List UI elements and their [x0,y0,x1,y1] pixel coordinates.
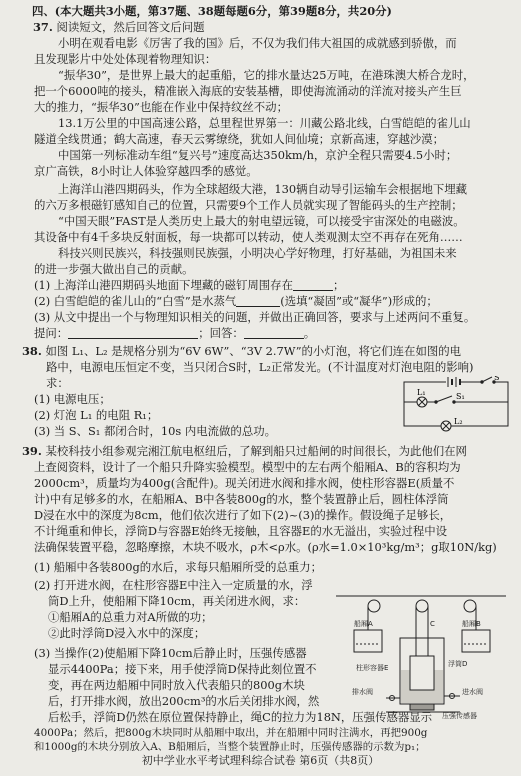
q37-line: 上海洋山港四期码头，作为全球超级大港，130辆自动导引运输车会根据地下埋藏 [58,182,468,196]
q39-sub3-line: 和1000g的木块分别放入A、B船厢后，当整个装置静止时，压强传感器的示数为p₁； [34,741,426,753]
q39-text: 某校科技小组参观完湘江航电枢纽后，了解到船只过船闸的时间很长，为此他们在网 [45,444,467,458]
inlet-valve-label: 进水阀 [462,688,483,696]
switch-s1-icon [435,396,508,403]
q37-line: 小明在观看电影《厉害了我的国》后，不仅为我们伟大祖国的成就感到骄傲，而 [58,36,457,50]
q37-line: 大的推力，“振华30”也能在作业中保持纹丝不动； [34,100,288,114]
q37-line: 把一个6000吨的接头，精准嵌入海底的安装基槽，即使海流涌动的洋流对接头产生巨 [34,84,462,98]
page-footer: 初中学业水平考试理科综合试卷 第6页（共8页） [141,754,380,767]
ship-b-box [462,630,490,652]
q39-sub3-line: 4000Pa；然后，把800g木块同时从船厢中取出，并在船厢中同时注满水，再把900g [34,727,428,739]
q37-line: 隧道全线贯通；鹤大高速，春天云雾缭绕，犹如人间仙境；京新高速，穿越沙漠； [34,132,445,146]
s-label: S [494,376,500,382]
answer-blank[interactable] [244,327,304,339]
q38-sub2: (2) 灯泡 L₁ 的电阻 R₁； [34,408,159,422]
q38-line [22,344,461,359]
q39-line: 计)中有足够多的水，在船厢A、B中各装800g的水，整个装置静止后，圆柱体浮筒 [34,492,449,506]
q39-line: 法确保装置平稳，忽略摩擦，木块不吸水，ρ木<ρ水。(ρ水=1.0×10³kg/m³；g取10N/kg) [34,540,497,554]
q38-line: 路中，电源电压恒定不变，当只闭合S时，L₂正常发光。(不计温度对灯泡电阻的影响) [46,360,474,374]
q37-line: 中国第一列标准动车组“复兴号”速度高达350km/h，京沪全程只需要4.5小时； [58,148,458,162]
q38-sub3: (3) 当 S、S₁ 都闭合时，10s 内电流做的总功。 [34,424,276,438]
ship-b-label: 船厢B [462,620,481,628]
ship-lift-apparatus-figure [326,590,516,720]
l2-label: L₂ [454,417,463,426]
q37-intro: 阅读短文，然后回答文后问题 [56,20,205,34]
q37-line: 13.1万公里的中国高速公路，总里程世界第一：川藏公路北线，白雪皑皑的雀儿山 [58,116,471,130]
pulley-right-icon [464,600,476,612]
outlet-valve-label: 排水阀 [352,688,373,696]
q39-sub3-line: (3) 当操作(2)使船厢下降10cm后静止时，压强传感器 [34,646,307,660]
q37-line: “中国天眼”FAST是人类历史上最大的射电望远镜，可以接受宇宙深处的电磁波。 [58,214,465,228]
q39-line: 2000cm³，质量均为400g(含配件)。现关闭进水阀和排水阀，使柱形容器E(质量不 [34,476,455,490]
q39-line [22,444,467,459]
q37-answer-label: ；回答： [198,326,244,340]
q37-line: 其设备中有4千多块反射面板，每一块都可以转动，使人类观测太空不再存在死角…… [34,230,463,244]
q39-number: 39. [22,444,42,458]
q37-sub1 [34,278,344,293]
q37-sub2-text: (2) 白雪皑皑的雀儿山的“白雪”是水蒸气 [34,294,237,308]
pulley-c-label: C [430,620,435,628]
pressure-sensor [410,704,434,710]
q39-sub1: (1) 船厢中各装800g的水后，求每只船厢所受的总重力； [34,560,322,574]
q39-sub2-line: 筒D上升，使船厢下降10cm，再关闭进水阀，求： [48,594,306,608]
q37-line: 京广高铁，8小时让人体验穿越四季的感觉。 [34,164,258,178]
circuit-diagram [396,376,514,432]
q39-line: 不计绳重和伸长，浮筒D与容器E始终无接触，且容器E的水无溢出，实验过程中设 [34,524,448,538]
q39-sub3-line: 变，再在两边船厢中同时放入代表船只的800g木块 [48,678,305,692]
q37-line: 的六万多根磁钉感知自己的位置，只需要9个工作人员就实现了智能码头的生产控制； [34,198,463,212]
pulley-mid-icon [416,600,428,612]
lamp-l1-icon [404,397,436,407]
q37-heading [33,20,205,35]
q37-number: 37. [33,20,53,34]
q38-number: 38. [22,344,42,358]
answer-blank[interactable] [68,327,198,339]
float-d-label: 浮筒D [448,660,468,668]
q37-sub2-tail: (选填“凝固”或“凝华”)形成的； [280,294,438,308]
section-header: 四、(本大题共3小题，第37题、38题每题6分，第39题8分，共20分) [32,4,392,18]
q37-ask-label: 提问： [34,326,69,340]
pulley-left-icon [368,600,380,612]
q39-sub2-line: (2) 打开进水阀，在柱形容器E中注入一定质量的水，浮 [34,578,313,592]
container-e-label: 柱形容器E [356,664,389,672]
q37-line: 且发现影片中处处体现着物理知识： [34,52,217,66]
float-d [410,656,434,690]
q37-sub1-tail: ； [332,278,345,292]
q37-line: 的进一步强大做出自己的贡献。 [34,262,194,276]
q37-sub1-text: (1) 上海洋山港四期码头地面下埋藏的磁钉周围存在 [34,278,293,292]
q37-line: “振华30”，是世界上最大的起重船，它的排水量达25万吨，在港珠澳大桥合龙时， [58,68,475,82]
lamp-l2-icon [441,421,451,431]
l1-label: L₁ [417,388,426,397]
q37-sub3: (3) 从文中提出一个与物理知识相关的问题，并做出正确回答，要求与上述两问不重复。 [34,310,476,324]
q39-sub2-item: ②此时浮筒D浸入水中的深度； [48,626,206,640]
answer-blank[interactable] [293,279,333,291]
ship-a-label: 船厢A [354,620,373,628]
q39-sub3-line: 后，打开排水阀，放出200cm³的水后关闭排水阀，然 [48,694,320,708]
q39-line: D浸在水中的深度为8cm，他们依次进行了如下(2)~(3)的操作。假设绳子足够长， [34,508,452,522]
sensor-label: 压强传感器 [442,712,477,720]
q39-sub3-line: 显示4400Pa；接下来，用手使浮筒D保持此刻位置不 [48,662,317,676]
q38-line: 求： [46,376,69,390]
q39-sub3-line: 后松手，浮筒D仍然在原位置保持静止，绳C的拉力为18N，压强传感器显示 [48,710,433,724]
q37-sub2 [34,294,438,309]
q39-sub2-item: ①船厢A的总重力对A所做的功； [48,610,213,624]
q38-text: 如图 L₁、L₂ 是规格分别为“6V 6W”、“3V 2.7W”的小灯泡，将它们连在如图的电 [45,344,462,358]
s1-label: S₁ [456,392,465,401]
q39-line: 上查阅资料，设计了一个船只升降实验模型。模型中的左右两个船厢A、B的容积均为 [34,460,461,474]
q37-sub3-answer-line [34,326,315,341]
q38-sub1: (1) 电源电压； [34,392,111,406]
battery-icon [446,377,460,387]
ship-a-box [354,630,382,652]
answer-blank[interactable] [236,295,280,307]
q37-sub3-end: 。 [303,326,316,340]
q37-line: 科技兴则民族兴，科技强则民族强，小明决心学好物理，打好基础，为祖国未来 [58,246,457,260]
